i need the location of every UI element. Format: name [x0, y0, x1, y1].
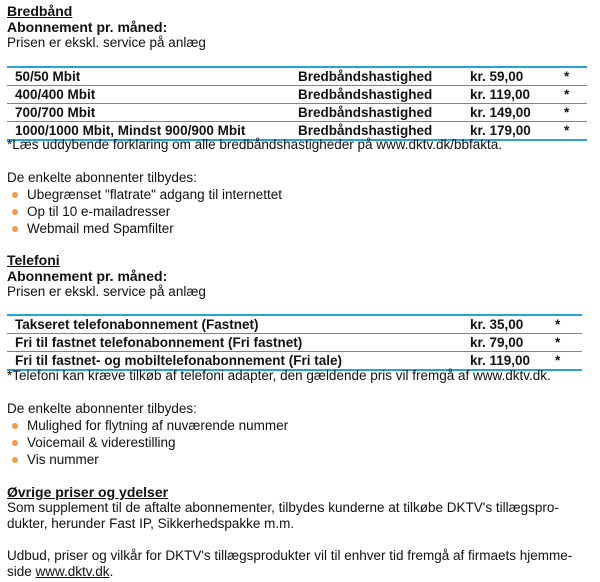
- telephony-price-note: Prisen er ekskl. service på anlæg: [7, 284, 206, 299]
- telephony-bullet-list: [7, 417, 595, 468]
- asterisk-mark: *: [564, 87, 570, 102]
- bullet-text: Voicemail & viderestilling: [27, 435, 176, 450]
- asterisk-mark: *: [564, 69, 570, 84]
- price-cell: kr. 35,00: [470, 317, 524, 332]
- broadband-subtitle: Abonnement pr. måned:: [7, 19, 168, 35]
- paragraph-text: side: [7, 564, 36, 579]
- table-row: [7, 352, 582, 369]
- broadband-bullet-list: [7, 186, 595, 237]
- telephony-section-header: [7, 252, 595, 300]
- asterisk-mark: *: [555, 335, 561, 350]
- table-row: [7, 316, 582, 334]
- telephony-intro: De enkelte abonnenter tilbydes:: [7, 401, 197, 416]
- speed-cell: 1000/1000 Mbit, Mindst 900/900 Mbit: [15, 123, 246, 138]
- asterisk-mark: *: [555, 353, 561, 368]
- list-item: [7, 186, 595, 203]
- other-paragraph-2-line-1: Udbud, priser og vilkår for DKTV's tillægsprodukter vil til enhver tid fremgå af firmaets hjemme-: [7, 548, 573, 563]
- list-item: [7, 203, 595, 220]
- bullet-text: Vis nummer: [27, 452, 99, 467]
- bullet-text: Ubegrænset "flatrate" adgang til internettet: [27, 187, 282, 202]
- broadband-intro: De enkelte abonnenter tilbydes:: [7, 170, 197, 185]
- type-cell: Bredbåndshastighed: [298, 69, 433, 84]
- bullet-dot-icon: [12, 226, 18, 232]
- subscription-cell: Takseret telefonabonnement (Fastnet): [15, 317, 259, 332]
- price-cell: kr. 119,00: [470, 353, 531, 368]
- price-cell: kr. 59,00: [470, 69, 524, 84]
- bullet-dot-icon: [12, 440, 18, 446]
- type-cell: Bredbåndshastighed: [298, 87, 433, 102]
- list-item: [7, 220, 595, 237]
- bullet-text: Mulighed for flytning af nuværende nummer: [27, 418, 289, 433]
- broadband-price-note: Prisen er ekskl. service på anlæg: [7, 35, 206, 50]
- speed-cell: 50/50 Mbit: [15, 69, 81, 84]
- speed-cell: 400/400 Mbit: [15, 87, 96, 102]
- telephony-features: [7, 401, 595, 468]
- asterisk-mark: *: [564, 123, 570, 138]
- broadband-section-header: [7, 3, 595, 51]
- telephony-subtitle: Abonnement pr. måned:: [7, 268, 168, 284]
- price-cell: kr. 119,00: [470, 87, 531, 102]
- telephony-price-table: [7, 314, 582, 371]
- other-section: [7, 484, 595, 580]
- subscription-cell: Fri til fastnet telefonabonnement (Fri fastnet): [15, 335, 303, 350]
- telephony-footnote: *Telefoni kan kræve tilkøb af telefoni adapter, den gældende pris vil fremgå af www.dktv.dk.: [7, 368, 551, 383]
- bullet-dot-icon: [12, 192, 18, 198]
- speed-cell: 700/700 Mbit: [15, 105, 96, 120]
- price-cell: kr. 149,00: [470, 105, 531, 120]
- list-item: [7, 451, 595, 468]
- type-cell: Bredbåndshastighed: [298, 123, 433, 138]
- asterisk-mark: *: [564, 105, 570, 120]
- dktv-website-link[interactable]: www.dktv.dk: [35, 564, 110, 579]
- subscription-cell: Fri til fastnet- og mobiltelefonabonnement (Fri tale): [15, 353, 343, 368]
- table-row: [7, 68, 587, 86]
- broadband-price-table: [7, 66, 587, 141]
- broadband-title: Bredbånd: [7, 3, 73, 19]
- other-paragraph-1-line-2: dukter, herunder Fast IP, Sikkerhedspakke m.m.: [7, 516, 295, 531]
- bullet-dot-icon: [12, 457, 18, 463]
- table-row: [7, 104, 587, 122]
- price-cell: kr. 79,00: [470, 335, 524, 350]
- price-cell: kr. 179,00: [470, 123, 531, 138]
- bullet-dot-icon: [12, 423, 18, 429]
- type-cell: Bredbåndshastighed: [298, 105, 433, 120]
- paragraph-text: .: [109, 564, 114, 579]
- table-row: [7, 86, 587, 104]
- telephony-title: Telefoni: [7, 252, 60, 268]
- bullet-text: Webmail med Spamfilter: [27, 221, 174, 236]
- broadband-footnote: *Læs uddybende forklaring om alle bredbåndshastigheder på www.dktv.dk/bbfakta.: [7, 137, 503, 152]
- list-item: [7, 417, 595, 434]
- broadband-features: [7, 170, 595, 237]
- other-paragraph-1-line-1: Som supplement til de aftalte abonnementer, tilbydes kunderne at tilkøbe DKTV's tillægspro-: [7, 500, 559, 515]
- other-title: Øvrige priser og ydelser: [7, 484, 169, 500]
- bullet-dot-icon: [12, 209, 18, 215]
- asterisk-mark: *: [555, 317, 561, 332]
- list-item: [7, 434, 595, 451]
- other-paragraph-2-line-2: [7, 564, 595, 580]
- bullet-text: Op til 10 e-mailadresser: [27, 204, 171, 219]
- table-row: [7, 334, 582, 352]
